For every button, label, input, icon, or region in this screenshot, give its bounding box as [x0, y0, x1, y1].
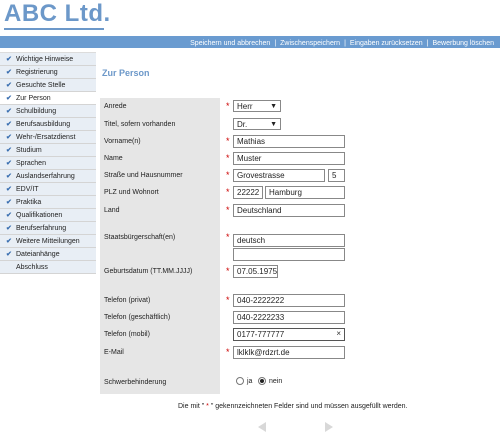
save-draft-link[interactable]: Zwischenspeichern: [280, 39, 341, 47]
checkmark-icon: ✔: [6, 121, 12, 128]
last-name-input[interactable]: Muster: [233, 152, 345, 165]
sidebar-item-label: Gesuchte Stelle: [16, 81, 66, 89]
checkmark-icon: ✔: [6, 56, 12, 63]
first-name-input[interactable]: Mathias: [233, 135, 345, 148]
label-vorname: Vorname(n): [104, 138, 141, 145]
sidebar-item-label: Dateianhänge: [16, 250, 60, 258]
sidebar-item-label: Schulbildung: [16, 107, 57, 115]
sidebar-item-abschluss[interactable]: [0, 261, 96, 274]
disability-no-label: nein: [269, 378, 283, 385]
save-and-cancel-link[interactable]: Speichern und abbrechen: [190, 39, 271, 47]
chevron-down-icon: ▼: [270, 102, 277, 110]
note-required-mark: *: [204, 403, 211, 410]
label-titel: Titel, sofern vorhanden: [104, 121, 176, 128]
sidebar: [0, 52, 96, 274]
label-staatsbuergerschaft: Staatsbürgerschaft(en): [104, 234, 176, 241]
sidebar-item-qualifikationen[interactable]: [0, 209, 96, 222]
label-land: Land: [104, 207, 120, 214]
required-mark: *: [226, 266, 230, 276]
required-mark: *: [226, 170, 230, 180]
sidebar-item-label: Praktika: [16, 198, 42, 206]
email-input[interactable]: lklklk@rdzrt.de: [233, 346, 345, 359]
country-input[interactable]: Deutschland: [233, 204, 345, 217]
page-title: Zur Person: [102, 68, 150, 78]
sidebar-item-label: Berufsausbildung: [16, 120, 71, 128]
checkmark-icon: ✔: [6, 186, 12, 193]
nav-separator: |: [344, 39, 346, 47]
birthdate-input[interactable]: 07.05.1975: [233, 265, 278, 278]
sidebar-item-label: Zur Person: [16, 94, 51, 102]
delete-application-link[interactable]: Bewerbung löschen: [432, 39, 494, 47]
next-arrow-icon[interactable]: [325, 422, 333, 432]
sidebar-item-label: Abschluss: [16, 263, 48, 271]
required-mark: *: [226, 153, 230, 163]
reset-input-link[interactable]: Eingaben zurücksetzen: [349, 39, 423, 47]
academic-title-value: Dr.: [237, 119, 248, 129]
top-navigation: [190, 38, 494, 48]
salutation-value: Herr: [237, 101, 253, 111]
required-mark: *: [226, 232, 230, 242]
label-email: E-Mail: [104, 349, 124, 356]
sidebar-item-label: Qualifikationen: [16, 211, 63, 219]
phone-mobile-value: 0177-777777: [237, 330, 285, 339]
sidebar-item-auslandserfahrung[interactable]: [0, 170, 96, 183]
checkmark-icon: ✔: [6, 95, 12, 102]
checkmark-icon: ✔: [6, 212, 12, 219]
checkmark-icon: ✔: [6, 225, 12, 232]
salutation-select[interactable]: [233, 100, 281, 112]
sidebar-item-zur-person[interactable]: [0, 92, 96, 105]
sidebar-item-label: EDV/IT: [16, 185, 39, 193]
note-text-end: " gekennzeichneten Felder sind und müssen ausgefüllt werden.: [210, 403, 408, 410]
disability-yes-label: ja: [247, 378, 253, 385]
house-number-input[interactable]: 5: [328, 169, 345, 182]
chevron-down-icon: ▼: [270, 120, 277, 128]
required-mark: *: [226, 136, 230, 146]
label-anrede: Anrede: [104, 103, 127, 110]
sidebar-item-registrierung[interactable]: [0, 66, 96, 79]
sidebar-item-weitere-mitteilungen[interactable]: [0, 235, 96, 248]
checkmark-icon: ✔: [6, 69, 12, 76]
label-telefon-privat: Telefon (privat): [104, 297, 151, 304]
citizenship-input-1[interactable]: deutsch: [233, 234, 345, 247]
sidebar-item-label: Registrierung: [16, 68, 58, 76]
required-fields-note: [178, 403, 408, 410]
sidebar-item-label: Wichtige Hinweise: [16, 55, 74, 63]
sidebar-item-sprachen[interactable]: [0, 157, 96, 170]
checkmark-icon: ✔: [6, 251, 12, 258]
checkmark-icon: ✔: [6, 160, 12, 167]
nav-separator: |: [274, 39, 277, 47]
sidebar-item-wehr-ersatzdienst[interactable]: [0, 131, 96, 144]
academic-title-select[interactable]: [233, 118, 281, 130]
checkmark-icon: ✔: [6, 108, 12, 115]
checkmark-icon: ✔: [6, 82, 12, 89]
sidebar-item-label: Berufserfahrung: [16, 224, 67, 232]
previous-arrow-icon[interactable]: [258, 422, 266, 432]
citizenship-input-2[interactable]: [233, 248, 345, 261]
sidebar-item-berufsausbildung[interactable]: [0, 118, 96, 131]
sidebar-item-gesuchte-stelle[interactable]: [0, 79, 96, 92]
sidebar-item-schulbildung[interactable]: [0, 105, 96, 118]
sidebar-item-label: Weitere Mitteilungen: [16, 237, 80, 245]
checkmark-icon: ✔: [6, 238, 12, 245]
disability-yes-radio[interactable]: [236, 377, 244, 385]
logo-underline: [4, 28, 104, 30]
clear-icon[interactable]: ×: [336, 329, 341, 338]
label-strasse: Straße und Hausnummer: [104, 172, 183, 179]
checkmark-icon: ✔: [6, 173, 12, 180]
phone-mobile-input[interactable]: [233, 328, 345, 341]
checkmark-icon: ✔: [6, 147, 12, 154]
postal-code-input[interactable]: 22222: [233, 186, 263, 199]
city-input[interactable]: Hamburg: [265, 186, 345, 199]
required-mark: *: [226, 187, 230, 197]
sidebar-item-label: Sprachen: [16, 159, 46, 167]
label-plz: PLZ und Wohnort: [104, 189, 159, 196]
sidebar-item-berufserfahrung[interactable]: [0, 222, 96, 235]
sidebar-item-dateianhaenge[interactable]: [0, 248, 96, 261]
required-mark: *: [226, 295, 230, 305]
sidebar-item-edv-it[interactable]: [0, 183, 96, 196]
sidebar-filler: [0, 278, 96, 438]
label-geburtsdatum: Geburtsdatum (TT.MM.JJJJ): [104, 268, 193, 275]
label-telefon-mobil: Telefon (mobil): [104, 331, 150, 338]
checkmark-icon: ✔: [6, 199, 12, 206]
company-logo: ABC Ltd.: [4, 0, 111, 27]
required-mark: *: [226, 101, 230, 111]
sidebar-item-studium[interactable]: [0, 144, 96, 157]
sidebar-item-label: Studium: [16, 146, 42, 154]
label-schwerbehinderung: Schwerbehinderung: [104, 379, 167, 386]
required-mark: *: [226, 205, 230, 215]
disability-no-radio[interactable]: [258, 377, 266, 385]
nav-separator: |: [426, 39, 429, 47]
phone-business-input[interactable]: 040-2222233: [233, 311, 345, 324]
label-telefon-geschaeftlich: Telefon (geschäftlich): [104, 314, 171, 321]
sidebar-item-label: Auslandserfahrung: [16, 172, 75, 180]
phone-private-input[interactable]: 040-2222222: [233, 294, 345, 307]
street-input[interactable]: Grovestrasse: [233, 169, 325, 182]
sidebar-item-label: Wehr-/Ersatzdienst: [16, 133, 76, 141]
sidebar-item-praktika[interactable]: [0, 196, 96, 209]
note-text-start: Die mit ": [178, 403, 205, 410]
required-mark: *: [226, 347, 230, 357]
label-name: Name: [104, 155, 123, 162]
sidebar-item-wichtige-hinweise[interactable]: [0, 53, 96, 66]
checkmark-icon: ✔: [6, 134, 12, 141]
